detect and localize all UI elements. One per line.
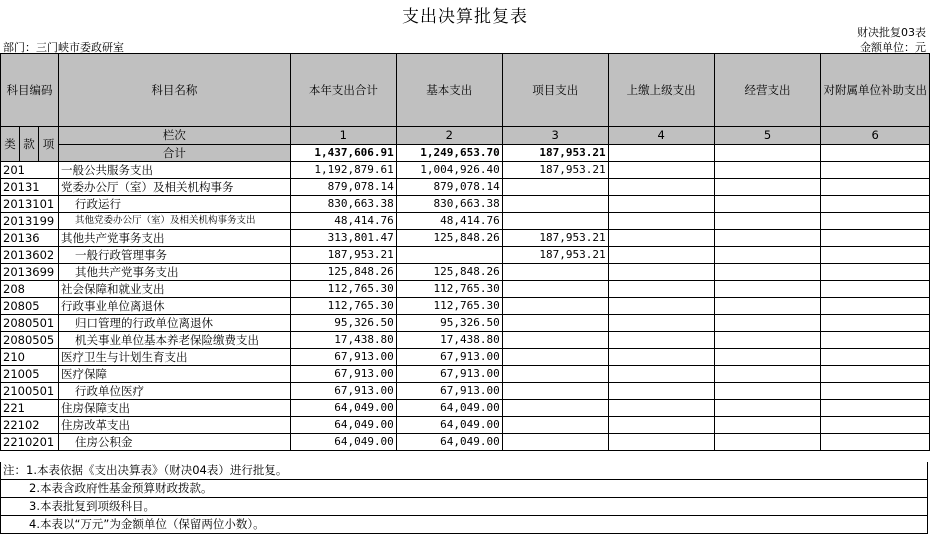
row-business (714, 196, 821, 213)
row-business (714, 366, 821, 383)
row-name: 其他党委办公厅（室）及相关机构事务支出 (58, 213, 290, 230)
row-code: 21005 (1, 366, 59, 383)
row-basic (396, 247, 502, 264)
total-row-subsidy (821, 144, 930, 162)
row-project (502, 332, 608, 349)
row-total: 67,913.00 (290, 349, 396, 366)
row-total: 1,192,879.61 (290, 162, 396, 179)
row-upper (608, 332, 714, 349)
row-project (502, 213, 608, 230)
row-subsidy (821, 332, 930, 349)
row-code: 2210201 (1, 434, 59, 451)
row-total: 67,913.00 (290, 366, 396, 383)
row-basic: 67,913.00 (396, 383, 502, 400)
header-col-2: 2 (396, 127, 502, 145)
row-code: 210 (1, 349, 59, 366)
row-name: 住房改革支出 (58, 417, 290, 434)
row-name: 机关事业单位基本养老保险缴费支出 (58, 332, 290, 349)
row-project (502, 434, 608, 451)
row-business (714, 230, 821, 247)
header-business: 经营支出 (714, 54, 821, 127)
row-upper (608, 162, 714, 179)
header-lei: 类 (1, 127, 20, 162)
row-project: 187,953.21 (502, 162, 608, 179)
row-basic: 67,913.00 (396, 366, 502, 383)
row-name: 住房保障支出 (58, 400, 290, 417)
row-subsidy (821, 179, 930, 196)
header-total: 本年支出合计 (290, 54, 396, 127)
header-project: 项目支出 (502, 54, 608, 127)
row-business (714, 162, 821, 179)
row-total: 112,765.30 (290, 298, 396, 315)
page-title: 支出决算批复表 (402, 7, 528, 27)
row-upper (608, 230, 714, 247)
row-subsidy (821, 417, 930, 434)
note-4: 4.本表以“万元”为金额单位（保留两位小数）。 (0, 516, 928, 534)
row-business (714, 349, 821, 366)
row-upper (608, 383, 714, 400)
row-subsidy (821, 213, 930, 230)
row-upper (608, 298, 714, 315)
row-upper (608, 196, 714, 213)
row-total: 313,801.47 (290, 230, 396, 247)
row-subsidy (821, 383, 930, 400)
row-total: 830,663.38 (290, 196, 396, 213)
header-basic: 基本支出 (396, 54, 502, 127)
row-code: 2013699 (1, 264, 59, 281)
row-code: 221 (1, 400, 59, 417)
row-basic: 64,049.00 (396, 400, 502, 417)
row-business (714, 179, 821, 196)
row-name: 行政单位医疗 (58, 383, 290, 400)
header-col-1: 1 (290, 127, 396, 145)
row-project (502, 383, 608, 400)
row-project (502, 315, 608, 332)
row-subsidy (821, 434, 930, 451)
row-project (502, 281, 608, 298)
row-name: 行政事业单位离退休 (58, 298, 290, 315)
row-business (714, 213, 821, 230)
department-label: 部门：三门峡市委政研室 (3, 41, 124, 54)
total-row-business (714, 144, 821, 162)
row-project (502, 417, 608, 434)
row-subsidy (821, 400, 930, 417)
row-upper (608, 264, 714, 281)
row-code: 2013199 (1, 213, 59, 230)
row-basic: 95,326.50 (396, 315, 502, 332)
row-upper (608, 434, 714, 451)
total-row-project: 187,953.21 (502, 144, 608, 162)
row-upper (608, 349, 714, 366)
unit-label: 金额单位：元 (860, 41, 926, 54)
row-name: 其他共产党事务支出 (58, 264, 290, 281)
row-subsidy (821, 366, 930, 383)
row-project: 187,953.21 (502, 247, 608, 264)
row-code: 2080501 (1, 315, 59, 332)
row-code: 201 (1, 162, 59, 179)
row-basic: 64,049.00 (396, 417, 502, 434)
row-upper (608, 281, 714, 298)
row-project: 187,953.21 (502, 230, 608, 247)
row-business (714, 434, 821, 451)
row-code: 208 (1, 281, 59, 298)
header-col-4: 4 (608, 127, 714, 145)
note-1: 注：1.本表依据《支出决算表》（财决04表）进行批复。 (0, 462, 928, 480)
header-col-6: 6 (821, 127, 930, 145)
row-total: 64,049.00 (290, 400, 396, 417)
row-name: 党委办公厅（室）及相关机构事务 (58, 179, 290, 196)
row-basic: 125,848.26 (396, 230, 502, 247)
header-xiang: 项 (38, 127, 58, 162)
total-row-basic: 1,249,653.70 (396, 144, 502, 162)
header-kuan: 款 (19, 127, 38, 162)
row-business (714, 332, 821, 349)
header-name: 科目名称 (58, 54, 290, 127)
row-business (714, 264, 821, 281)
row-business (714, 298, 821, 315)
row-total: 112,765.30 (290, 281, 396, 298)
row-name: 一般行政管理事务 (58, 247, 290, 264)
row-code: 20805 (1, 298, 59, 315)
row-project (502, 264, 608, 281)
notes (0, 462, 928, 534)
header-col-3: 3 (502, 127, 608, 145)
row-basic: 67,913.00 (396, 349, 502, 366)
row-project (502, 366, 608, 383)
row-name: 归口管理的行政单位离退休 (58, 315, 290, 332)
row-total: 125,848.26 (290, 264, 396, 281)
row-name: 社会保障和就业支出 (58, 281, 290, 298)
row-code: 22102 (1, 417, 59, 434)
row-basic: 125,848.26 (396, 264, 502, 281)
row-upper (608, 366, 714, 383)
table-row (1, 400, 930, 417)
row-total: 187,953.21 (290, 247, 396, 264)
row-project (502, 298, 608, 315)
header-code: 科目编码 (1, 54, 59, 127)
row-total: 48,414.76 (290, 213, 396, 230)
total-row-total: 1,437,606.91 (290, 144, 396, 162)
row-subsidy (821, 281, 930, 298)
row-subsidy (821, 162, 930, 179)
expenditure-table (0, 53, 930, 451)
row-basic: 1,004,926.40 (396, 162, 502, 179)
row-basic: 48,414.76 (396, 213, 502, 230)
row-business (714, 281, 821, 298)
table-row (1, 349, 930, 366)
row-upper (608, 315, 714, 332)
row-upper (608, 213, 714, 230)
row-code: 2100501 (1, 383, 59, 400)
row-basic: 112,765.30 (396, 281, 502, 298)
row-code: 2013101 (1, 196, 59, 213)
form-number: 财决批复03表 (857, 26, 926, 39)
row-total: 879,078.14 (290, 179, 396, 196)
table-row (1, 298, 930, 315)
header-row-no: 栏次 (58, 127, 290, 145)
total-row-label: 合计 (58, 144, 290, 162)
row-business (714, 247, 821, 264)
row-subsidy (821, 196, 930, 213)
row-total: 95,326.50 (290, 315, 396, 332)
row-project (502, 349, 608, 366)
row-name: 医疗保障 (58, 366, 290, 383)
total-row-upper (608, 144, 714, 162)
row-subsidy (821, 247, 930, 264)
header-upper: 上缴上级支出 (608, 54, 714, 127)
row-total: 64,049.00 (290, 417, 396, 434)
row-basic: 112,765.30 (396, 298, 502, 315)
table-row (1, 434, 930, 451)
table-row (1, 179, 930, 196)
row-upper (608, 417, 714, 434)
row-total: 67,913.00 (290, 383, 396, 400)
row-project (502, 179, 608, 196)
header-col-5: 5 (714, 127, 821, 145)
row-business (714, 417, 821, 434)
note-2: 2.本表含政府性基金预算财政拨款。 (0, 480, 928, 498)
row-basic: 830,663.38 (396, 196, 502, 213)
row-upper (608, 400, 714, 417)
table-row (1, 247, 930, 264)
row-project (502, 196, 608, 213)
table-row (1, 196, 930, 213)
row-subsidy (821, 230, 930, 247)
row-name: 住房公积金 (58, 434, 290, 451)
table-row (1, 230, 930, 247)
table-row (1, 162, 930, 179)
row-upper (608, 247, 714, 264)
row-business (714, 315, 821, 332)
row-business (714, 400, 821, 417)
row-code: 20136 (1, 230, 59, 247)
row-basic: 64,049.00 (396, 434, 502, 451)
header-subsidy: 对附属单位补助支出 (821, 54, 930, 127)
row-total: 64,049.00 (290, 434, 396, 451)
table-row (1, 213, 930, 230)
row-basic: 17,438.80 (396, 332, 502, 349)
table-row (1, 417, 930, 434)
row-name: 行政运行 (58, 196, 290, 213)
row-subsidy (821, 298, 930, 315)
row-code: 2013602 (1, 247, 59, 264)
row-upper (608, 179, 714, 196)
row-business (714, 383, 821, 400)
table-row (1, 366, 930, 383)
row-basic: 879,078.14 (396, 179, 502, 196)
row-subsidy (821, 264, 930, 281)
row-subsidy (821, 349, 930, 366)
row-total: 17,438.80 (290, 332, 396, 349)
table-row (1, 383, 930, 400)
note-3: 3.本表批复到项级科目。 (0, 498, 928, 516)
row-project (502, 400, 608, 417)
table-row (1, 332, 930, 349)
table-row (1, 281, 930, 298)
row-name: 一般公共服务支出 (58, 162, 290, 179)
table-row (1, 315, 930, 332)
row-subsidy (821, 315, 930, 332)
row-name: 医疗卫生与计划生育支出 (58, 349, 290, 366)
table-row (1, 264, 930, 281)
row-code: 20131 (1, 179, 59, 196)
row-name: 其他共产党事务支出 (58, 230, 290, 247)
row-code: 2080505 (1, 332, 59, 349)
